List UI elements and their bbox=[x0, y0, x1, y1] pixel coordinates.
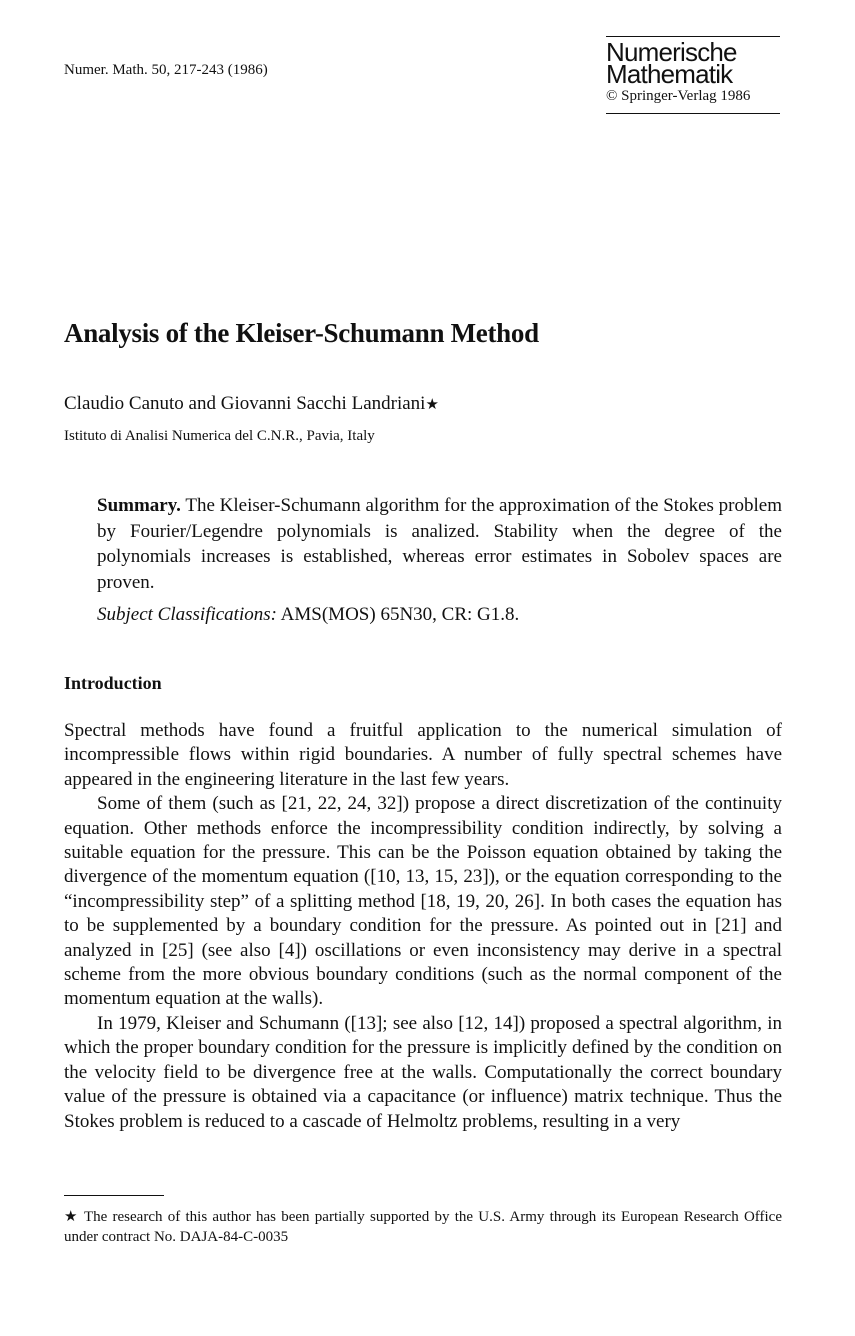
summary-text: The Kleiser-Schumann algorithm for the approximation of the Stokes problem by Fourier/Legendre polynomials is analized. Stability when the degree of the polynomials increases is established, whereas error estimates in Sobolev spaces are proven. bbox=[97, 495, 782, 593]
subject-label: Subject Classifications: bbox=[97, 604, 277, 625]
footnote-rule bbox=[64, 1195, 164, 1196]
journal-citation: Numer. Math. 50, 217-243 (1986) bbox=[64, 62, 268, 78]
journal-name-line2: Mathematik bbox=[606, 59, 733, 89]
paragraph: In 1979, Kleiser and Schumann ([13]; see also [12, 14]) proposed a spectral algorithm, in which the proper boundary condition for the pressure is implicitly defined by the condition on the velocity field to be divergence free at the walls. Computationally the correct boundary value of the pressure is obtained via a capacitance (or influence) matrix technique. Thus the Stokes problem is reduced to a cascade of Helmoltz problems, resulting in a very bbox=[64, 1012, 782, 1132]
introduction-body bbox=[64, 719, 782, 1134]
summary-label: Summary. bbox=[97, 495, 181, 516]
footnote-marker: ★ bbox=[64, 1209, 79, 1225]
author-footnote-marker: ★ bbox=[425, 397, 439, 413]
summary-block bbox=[97, 493, 782, 595]
author-affiliation: Istituto di Analisi Numerica del C.N.R., Pavia, Italy bbox=[64, 428, 375, 444]
article-title: Analysis of the Kleiser-Schumann Method bbox=[64, 318, 539, 348]
journal-brand bbox=[606, 36, 780, 114]
subject-text: AMS(MOS) 65N30, CR: G1.8. bbox=[276, 604, 520, 625]
footnote bbox=[64, 1207, 782, 1247]
footnote-text: The research of this author has been partially supported by the U.S. Army through its European Research Office under contract No. DAJA-84-C-0035 bbox=[64, 1209, 782, 1245]
section-heading: Introduction bbox=[64, 673, 162, 693]
subject-classifications bbox=[97, 604, 519, 626]
paragraph: Some of them (such as [21, 22, 24, 32]) propose a direct discretization of the continuity equation. Other methods enforce the incompressibility condition indirectly, by solving a suitable equation for the pressure. This can be the Poisson equation obtained by taking the divergence of the momentum equation ([10, 13, 15, 23]), or the equation corresponding to the “incompressibility step” of a splitting method [18, 19, 20, 26]. In both cases the equation has to be supplemented by a boundary condition for the pressure. As pointed out in [21] and analyzed in [25] (see also [4]) oscillations or even inconsistency may derive in a spectral scheme from the more obvious boundary conditions (such as the normal component of the momentum equation at the walls). bbox=[64, 793, 782, 1010]
paragraph: Spectral methods have found a fruitful application to the numerical simulation of incompressible flows within rigid boundaries. A number of fully spectral schemes have appeared in the engineering literature in the last few years. bbox=[64, 720, 782, 790]
article-authors bbox=[64, 393, 439, 415]
journal-name-line1: Numerische bbox=[606, 37, 737, 67]
publisher-copyright: © Springer-Verlag 1986 bbox=[606, 88, 751, 104]
author-names: Claudio Canuto and Giovanni Sacchi Landriani bbox=[64, 393, 426, 414]
brand-bottom-rule bbox=[606, 113, 780, 114]
